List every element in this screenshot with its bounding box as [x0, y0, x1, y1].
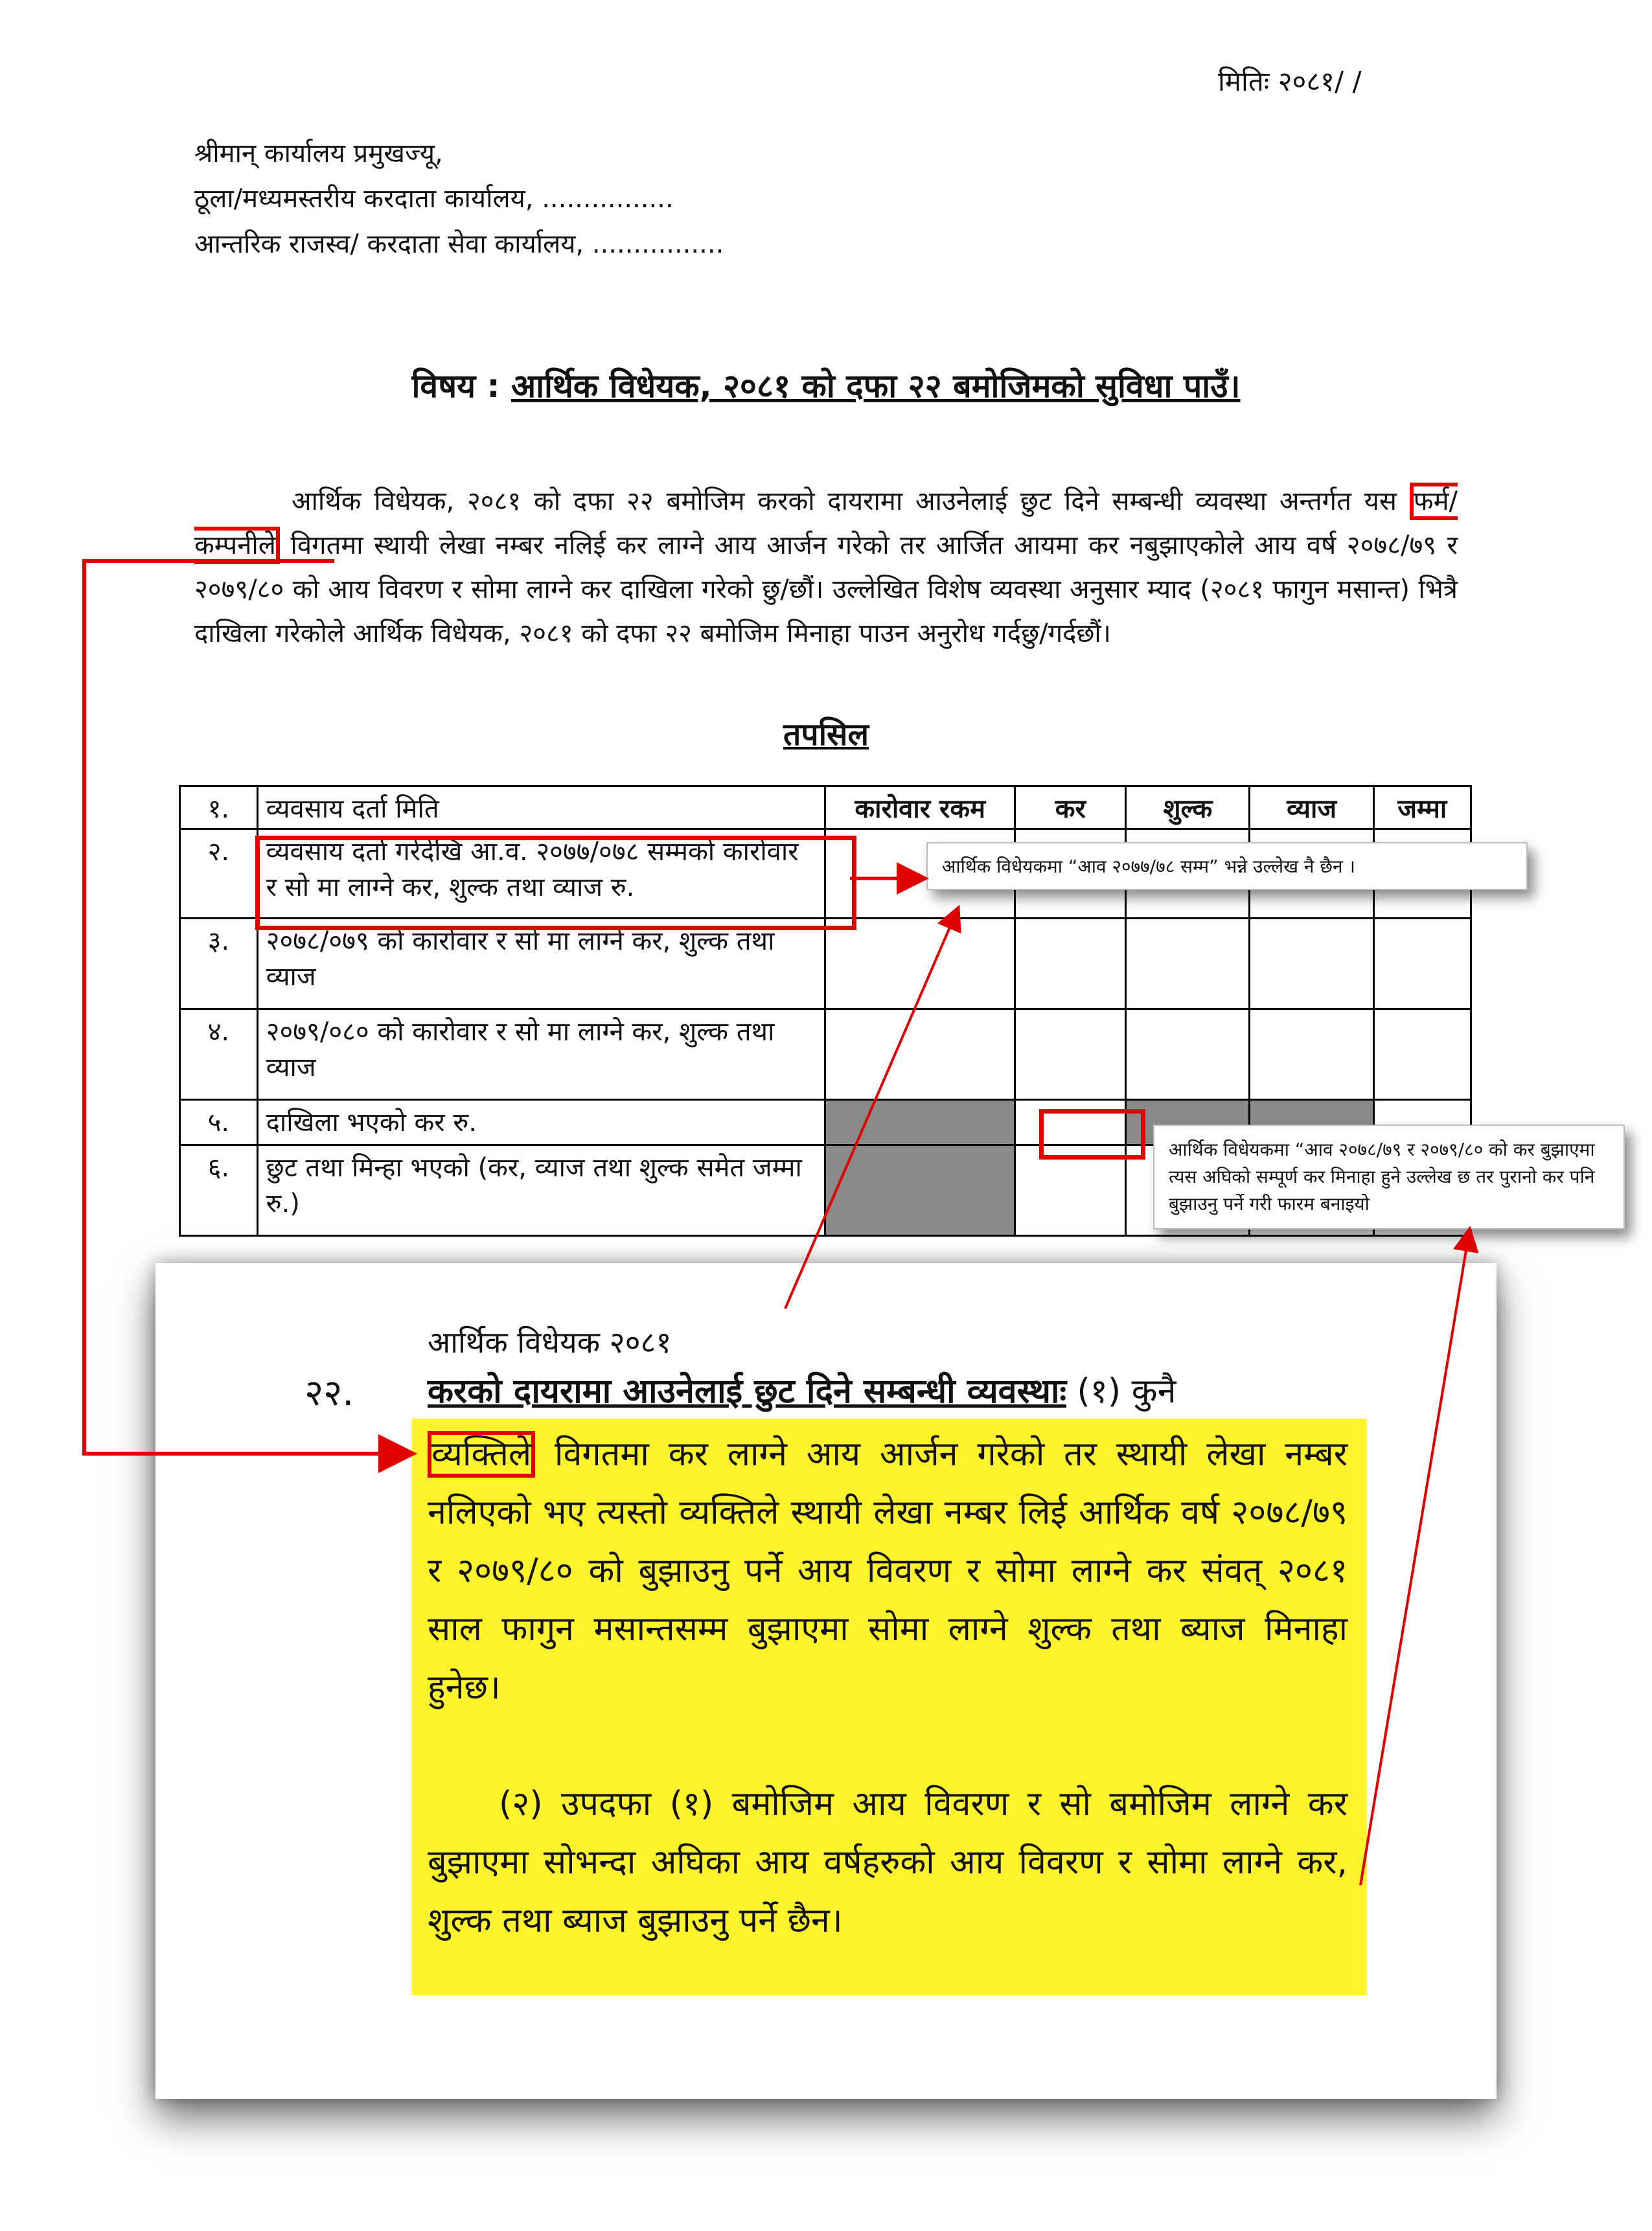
row-number: १. [180, 786, 258, 829]
row-label: व्यवसाय दर्ता मिति [257, 786, 825, 829]
paragraph-part-1: आर्थिक विधेयक, २०८१ को दफा २२ बमोजिम करको दायरामा आउनेलाई छुट दिने सम्बन्धी व्यवस्था अन्तर्गत यस [292, 486, 1397, 516]
clause1-prefix: (१) कुनै [1077, 1372, 1176, 1411]
header-interest: व्याज [1250, 786, 1373, 829]
row-number: २. [180, 829, 258, 919]
arrow-excerpt-to-callout1 [785, 910, 958, 1309]
row-number: ४. [180, 1009, 258, 1100]
row-label: व्यवसाय दर्ता गरेदेखि आ.व. २०७७/०७८ सम्मको कारोवार र सो मा लाग्ने कर, शुल्क तथा व्याज रु. [257, 829, 825, 919]
row-number: ५. [180, 1100, 258, 1145]
paragraph-part-2: विगतमा स्थायी लेखा नम्बर नलिई कर लाग्ने आय आर्जन गरेको तर आर्जित आयमा कर नबुझाएकोले आय वर्ष २०७८/७९ र २०७९/८० को आय विवरण र सोमा लाग्ने कर दाखिला गरेको छु/छौं। उल्लेखित विशेष व्यवस्था अनुसार म्याद (२०८१ फागुन मसान्त) भित्रै दाखिला गरेकोले आर्थिक विधेयक, २०८१ को दफा २२ बमोजिम मिनाहा पाउन अनुरोध गर्दछु/गर्दछौं। [194, 531, 1458, 648]
firm-company-highlight: फर्म/कम्पनीले [194, 483, 1458, 564]
header-total: जम्मा [1373, 786, 1471, 829]
address-line-2: ठूला/मध्यमस्तरीय करदाता कार्यालय, ................ [194, 184, 674, 214]
address-line-1: श्रीमान् कार्यालय प्रमुखज्यू, [194, 139, 443, 168]
excerpt-top-label: आर्थिक विधेयक २०८१ [428, 1325, 672, 1360]
connector-firm-to-individual [84, 561, 409, 1454]
row-label: २०७९/०८० को कारोवार र सो मा लाग्ने कर, शुल्क तथा व्याज [257, 1009, 825, 1100]
clause-1-text: विगतमा कर लाग्ने आय आर्जन गरेको तर स्थायी लेखा नम्बर नलिएको भए त्यस्तो व्यक्तिले स्थायी लेखा नम्बर लिई आर्थिक वर्ष २०७८/७९ र २०७९/८० को बुझाउनु पर्ने आय विवरण र सोमा लाग्ने कर संवत् २०८१ साल फागुन मसान्तसम्म बुझाएमा सोमा लाग्ने शुल्क तथा ब्याज मिनाहा हुनेछ। [428, 1435, 1348, 1707]
clause-2: (२) उपदफा (१) बमोजिम आय विवरण र सो बमोजिम लाग्ने कर बुझाएमा सोभन्दा अघिका आय वर्षहरुको आय विवरण र सोमा लाग्ने कर, शुल्क तथा ब्याज बुझाउनु पर्ने छैन। [428, 1785, 1348, 1940]
tapasil-heading: तपसिल [783, 716, 869, 753]
row-label: दाखिला भएको कर रु. [257, 1100, 825, 1145]
callout-first: आर्थिक विधेयकमा “आव २०७७/७८ सम्म” भन्ने उल्लेख नै छैन । [926, 842, 1528, 890]
section-heading-text: करको दायरामा आउनेलाई छुट दिने सम्बन्धी व्यवस्थाः [428, 1372, 1066, 1411]
row-label: छुट तथा मिन्हा भएको (कर, व्याज तथा शुल्क समेत जम्मा रु.) [257, 1145, 825, 1236]
address-line-3: आन्तरिक राजस्व/ करदाता सेवा कार्यालय, ................ [194, 229, 724, 259]
row-number: ३. [180, 919, 258, 1009]
individual-highlight: व्यक्तिले [428, 1431, 535, 1478]
date-line: मितिः २०८१/ / [1218, 65, 1362, 97]
callout-second: आर्थिक विधेयकमा “आव २०७८/७९ र २०७९/८० को कर बुझाएमा त्यस अघिको सम्पूर्ण कर मिनाहा हुने उल्लेख छ तर पुरानो कर पनि बुझाउनु पर्ने गरी फारम बनाइयो [1153, 1125, 1625, 1230]
row-label: २०७८/०७९ को कारोवार र सो मा लाग्ने कर, शुल्क तथा व्याज [257, 919, 825, 1009]
subject-text: आर्थिक विधेयक, २०८१ को दफा २२ बमोजिमको सुविधा पाउँ। [511, 367, 1241, 405]
header-fee: शुल्क [1126, 786, 1250, 829]
header-transaction-amount: कारोवार रकम [825, 786, 1015, 829]
header-tax: कर [1015, 786, 1126, 829]
row-number: ६. [180, 1145, 258, 1236]
arrow-clause2-to-callout2 [1360, 1231, 1469, 1885]
subject-prefix: विषय : [411, 367, 500, 405]
section-number: २२. [304, 1372, 354, 1414]
